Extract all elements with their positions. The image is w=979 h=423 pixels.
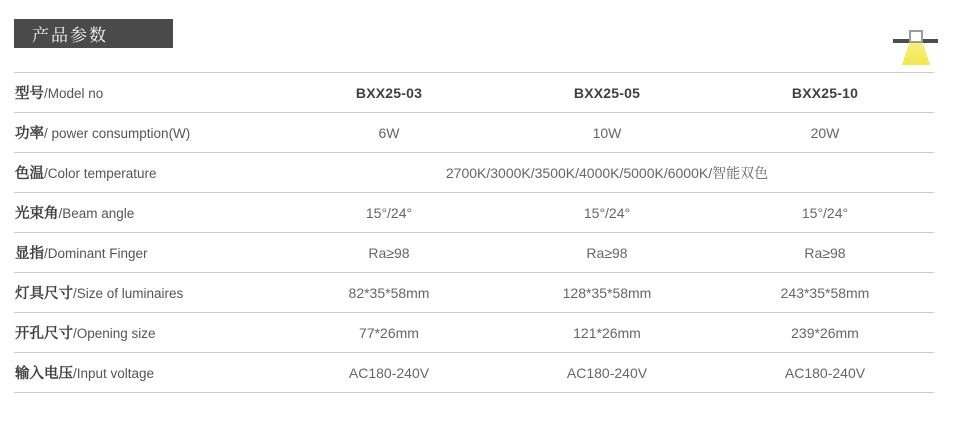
row-label-zh: 灯具尺寸 — [15, 286, 73, 302]
row-label — [14, 322, 280, 343]
cell-power-3: 20W — [810, 124, 840, 141]
row-label-en: /Input voltage — [73, 366, 155, 381]
row-label-zh: 光束角 — [15, 206, 59, 222]
cell-luminaire-size-3: 243*35*58mm — [780, 284, 870, 301]
row-label-zh: 显指 — [15, 246, 44, 262]
row-label-en: / power consumption(W) — [44, 126, 191, 141]
cell-luminaire-size-2: 128*35*58mm — [562, 284, 652, 301]
cell-input-voltage-2: AC180-240V — [566, 364, 648, 381]
row-label — [14, 242, 280, 263]
row-opening-size — [14, 313, 934, 353]
downlight-icon — [893, 30, 939, 68]
section-title: 产品参数 — [32, 26, 108, 45]
row-label-zh: 型号 — [15, 86, 44, 102]
cell-opening-size-3: 239*26mm — [791, 324, 859, 341]
cell-beam-angle-2: 15°/24° — [583, 204, 631, 221]
cell-model-3: BXX25-10 — [791, 84, 859, 101]
cell-input-voltage-1: AC180-240V — [348, 364, 430, 381]
row-label — [14, 162, 280, 183]
row-label-zh: 开孔尺寸 — [15, 326, 73, 342]
row-label-zh: 输入电压 — [15, 366, 73, 382]
cell-cri-1: Ra≥98 — [368, 244, 410, 261]
row-power — [14, 113, 934, 153]
row-label — [14, 362, 280, 383]
row-label-zh: 色温 — [15, 166, 44, 182]
cell-opening-size-2: 121*26mm — [573, 324, 641, 341]
row-label — [14, 202, 280, 223]
row-label-en: /Size of luminaires — [73, 286, 184, 301]
row-label — [14, 122, 280, 143]
cell-power-1: 6W — [378, 124, 400, 141]
row-label-en: /Color temperature — [44, 166, 157, 181]
row-label-en: /Model no — [44, 86, 104, 101]
row-color-temperature — [14, 153, 934, 193]
spec-table — [14, 72, 934, 393]
fixture-housing-shape — [909, 30, 923, 43]
row-label-en: /Opening size — [73, 326, 156, 341]
cell-luminaire-size-1: 82*35*58mm — [348, 284, 430, 301]
row-beam-angle — [14, 193, 934, 233]
row-label-en: /Beam angle — [58, 206, 135, 221]
row-cri — [14, 233, 934, 273]
row-label — [14, 82, 280, 103]
row-model — [14, 73, 934, 113]
cell-cri-3: Ra≥98 — [804, 244, 846, 261]
cell-input-voltage-3: AC180-240V — [784, 364, 866, 381]
cell-power-2: 10W — [592, 124, 622, 141]
row-label — [14, 282, 280, 303]
light-beam-shape — [902, 43, 930, 65]
cell-beam-angle-3: 15°/24° — [801, 204, 849, 221]
row-input-voltage — [14, 353, 934, 393]
cell-beam-angle-1: 15°/24° — [365, 204, 413, 221]
row-label-en: /Dominant Finger — [44, 246, 148, 261]
row-label-zh: 功率 — [15, 126, 44, 142]
cell-model-2: BXX25-05 — [573, 84, 641, 101]
row-luminaire-size — [14, 273, 934, 313]
cell-color-temperature: 2700K/3000K/3500K/4000K/5000K/6000K/智能双色 — [445, 164, 769, 181]
section-title-bar — [14, 19, 173, 48]
cell-cri-2: Ra≥98 — [586, 244, 628, 261]
cell-model-1: BXX25-03 — [355, 84, 423, 101]
cell-opening-size-1: 77*26mm — [359, 324, 419, 341]
